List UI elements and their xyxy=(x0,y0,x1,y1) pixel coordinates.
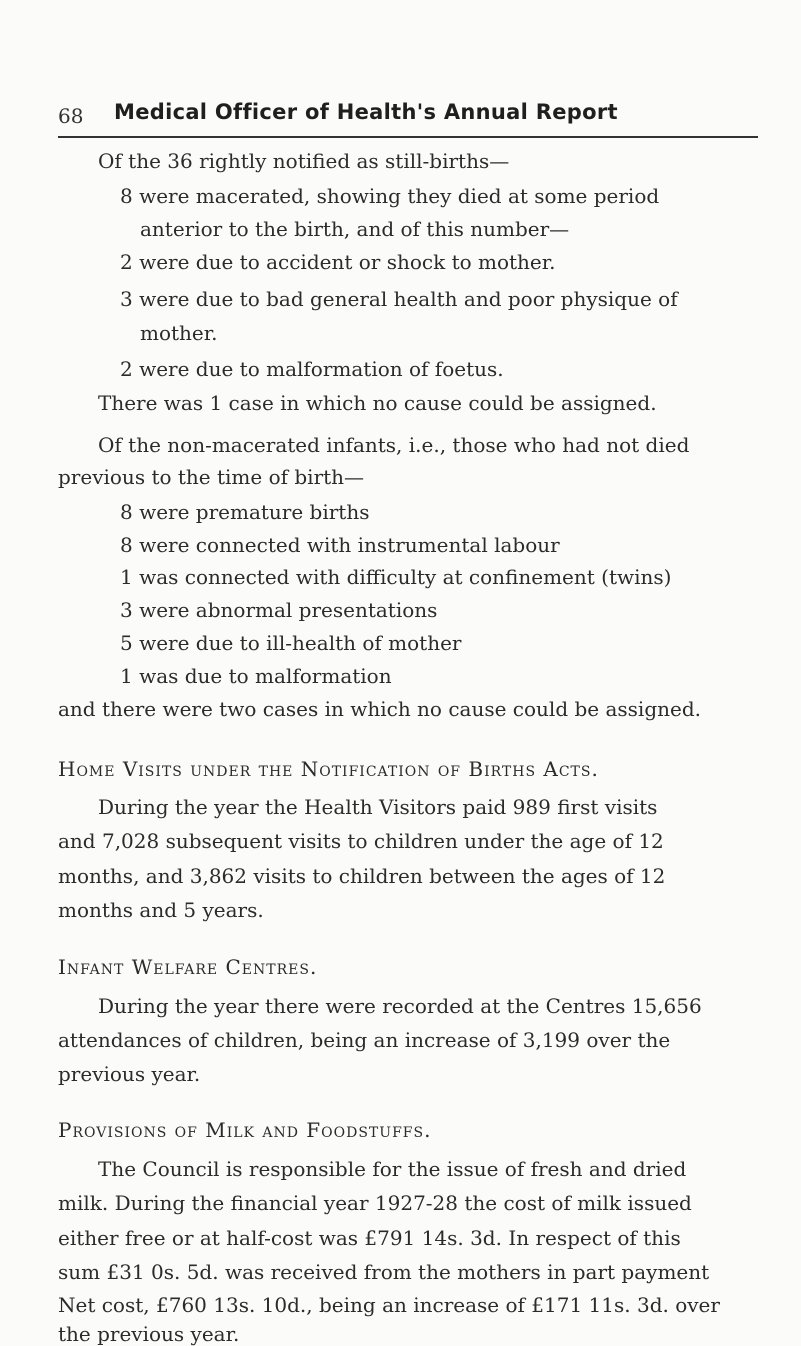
infant-welfare-line: During the year there were recorded at the Centres 15,656 xyxy=(98,994,702,1018)
provisions-line: sum £31 0s. 5d. was received from the mothers in part payment xyxy=(58,1260,710,1284)
home-visits-line: and 7,028 subsequent visits to children under the age of 12 xyxy=(58,829,664,853)
infant-welfare-line: previous year. xyxy=(58,1062,201,1086)
stillbirth-item: mother. xyxy=(140,321,218,345)
non-macerated-intro: Of the non-macerated infants, i.e., those who had not died xyxy=(98,433,690,457)
stillbirth-item: 2 were due to accident or shock to mother. xyxy=(120,250,556,274)
non-macerated-no-cause: and there were two cases in which no cause could be assigned. xyxy=(58,697,701,721)
non-macerated-item: 3 were abnormal presentations xyxy=(120,598,438,622)
stillbirth-item: anterior to the birth, and of this number— xyxy=(140,217,570,241)
header-rule xyxy=(58,136,758,138)
provisions-line: either free or at half-cost was £791 14s. 3d. In respect of this xyxy=(58,1226,681,1250)
provisions-line: The Council is responsible for the issue of fresh and dried xyxy=(98,1157,687,1181)
provisions-line: milk. During the financial year 1927-28 the cost of milk issued xyxy=(58,1191,692,1215)
home-visits-line: months and 5 years. xyxy=(58,898,264,922)
infant-welfare-line: attendances of children, being an increase of 3,199 over the xyxy=(58,1028,671,1052)
stillbirth-item: 2 were due to malformation of foetus. xyxy=(120,357,504,381)
non-macerated-item: 1 was due to malformation xyxy=(120,664,392,688)
non-macerated-intro-cont: previous to the time of birth— xyxy=(58,465,365,489)
home-visits-line: During the year the Health Visitors paid 989 first visits xyxy=(98,795,658,819)
stillbirth-item: 3 were due to bad general health and poor physique of xyxy=(120,287,678,311)
home-visits-line: months, and 3,862 visits to children between the ages of 12 xyxy=(58,864,666,888)
provisions-heading: Provisions of Milk and Foodstuffs. xyxy=(58,1118,432,1142)
infant-welfare-heading: Infant Welfare Centres. xyxy=(58,955,318,979)
provisions-line: Net cost, £760 13s. 10d., being an increase of £171 11s. 3d. over xyxy=(58,1293,720,1317)
non-macerated-item: 8 were connected with instrumental labour xyxy=(120,533,560,557)
stillbirths-no-cause: There was 1 case in which no cause could be assigned. xyxy=(98,391,657,415)
non-macerated-item: 1 was connected with difficulty at confinement (twins) xyxy=(120,565,672,589)
provisions-line: the previous year. xyxy=(58,1322,240,1346)
non-macerated-item: 5 were due to ill-health of mother xyxy=(120,631,462,655)
stillbirth-item: 8 were macerated, showing they died at some period xyxy=(120,184,660,208)
page-number: 68 xyxy=(58,104,84,128)
page-header xyxy=(58,96,758,136)
running-title: Medical Officer of Health's Annual Report xyxy=(114,100,618,124)
stillbirths-intro: Of the 36 rightly notified as still-births— xyxy=(98,149,510,173)
home-visits-heading: Home Visits under the Notification of Births Acts. xyxy=(58,757,599,781)
non-macerated-item: 8 were premature births xyxy=(120,500,370,524)
